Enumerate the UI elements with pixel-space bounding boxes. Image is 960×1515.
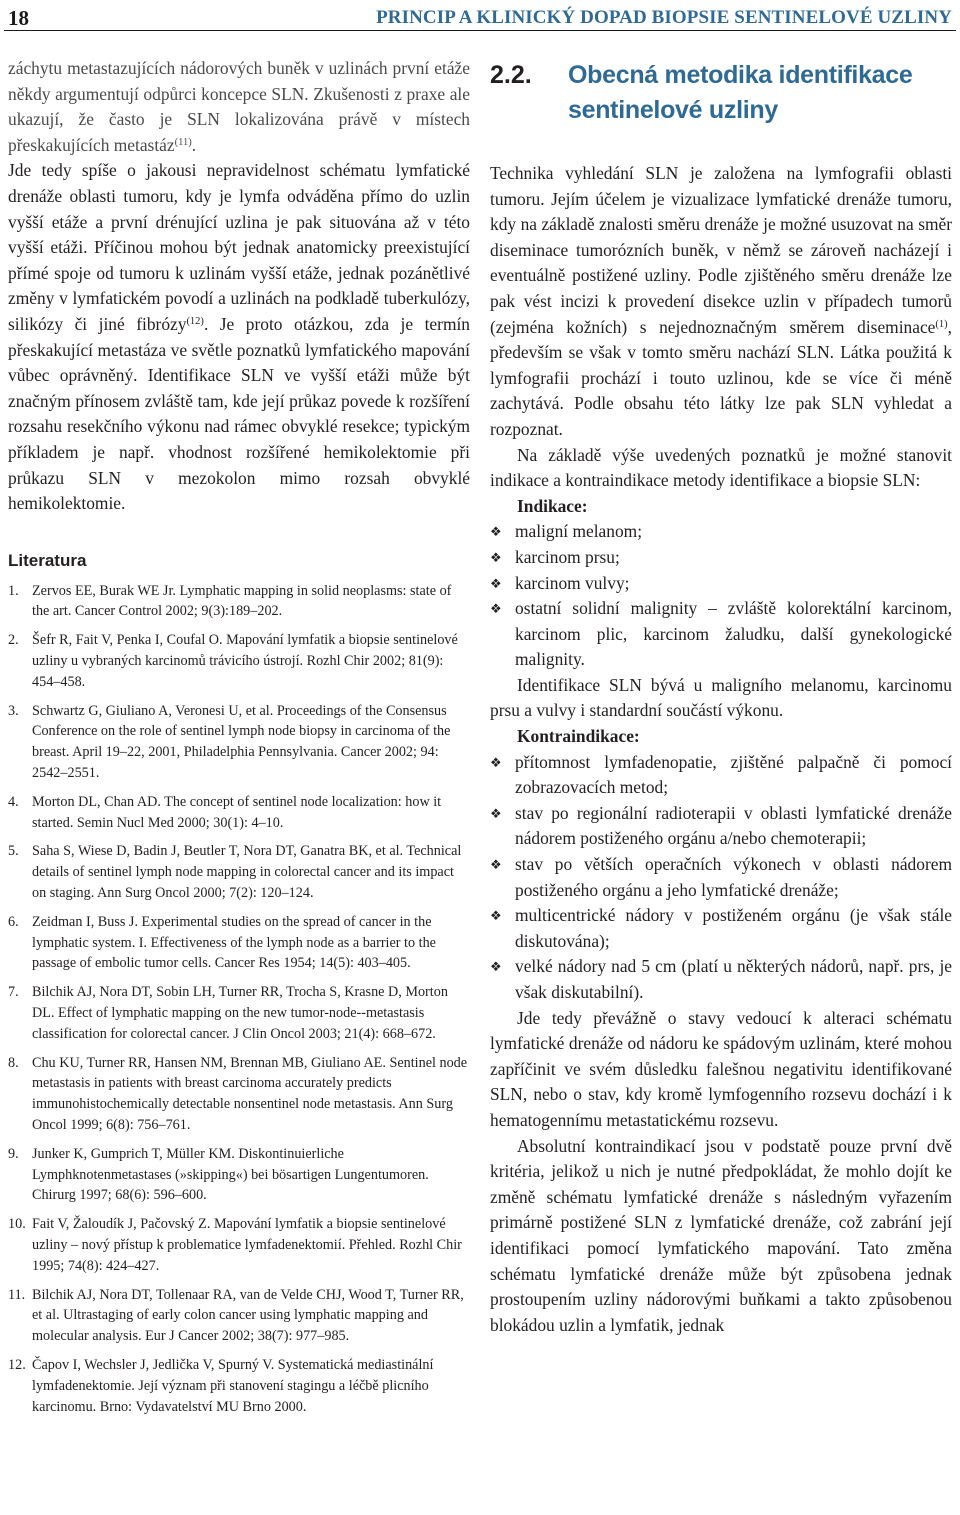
reference-number: 11.: [8, 1286, 26, 1303]
bullet-item: [490, 545, 952, 571]
paragraph-text: Jde tedy spíše o jakousi nepravidelnost schématu lymfatické drenáže oblasti tumoru, kdy je lymfa odváděna přímo do uzlin vyšší etáže a první drénující uzlina je pak situována až v této vyšší etáži. Příčinou mohou být jednak anatomicky preexistující přímé spoje od tumoru k uzlinám vyšší etáže, jednak pozánětlivé změny v lymfatickém povodí a uzlinách na podkladě tuberkulózy, silikózy či jiné fibrózy: [8, 160, 470, 334]
citation: (1): [935, 318, 948, 330]
reference-number: 9.: [8, 1145, 19, 1162]
reference-number: 4.: [8, 793, 19, 810]
reference-text: Bilchik AJ, Nora DT, Sobin LH, Turner RR, Trocha S, Krasne D, Morton DL. Effect of lymphatic mapping on the new tumor-node--metastasis classification for colorectal cancer. J Clin Oncol 2003; 21(4): 668–672.: [32, 984, 448, 1042]
paragraph-text: , především se však v tomto směru nachází SLN. Látka použitá k lymfografii prochází i touto uzlinou, kde se více či méně zachytává. Podle obsahu této látky lze pak SLN vyhledat a rozpoznat.: [490, 316, 952, 439]
page-number: 18: [8, 6, 29, 30]
two-column-body: [4, 31, 956, 1425]
diamond-bullet-icon: ❖: [490, 754, 502, 770]
reference-text: Fait V, Žaloudík J, Pačovský Z. Mapování lymfatik a biopsie sentinelové uzliny – nový přístup k problematice lymfadenektomií. Přehled. Rozhl Chir 1995; 74(8): 424–427.: [32, 1216, 462, 1274]
reference-item: [8, 1053, 470, 1136]
diamond-bullet-icon: ❖: [490, 524, 502, 540]
reference-number: 12.: [8, 1356, 26, 1373]
section-heading: [490, 58, 952, 128]
bullet-item: [490, 571, 952, 597]
section-title: Obecná metodika identifikace sentinelové uzliny: [568, 61, 913, 124]
reference-number: 10.: [8, 1216, 26, 1233]
bullet-text: maligní melanom;: [515, 521, 643, 542]
bullet-text: multicentrické nádory v postiženém orgánu (je však stále diskutována);: [515, 905, 952, 951]
page-header: [4, 0, 956, 31]
reference-list: [8, 581, 470, 1418]
reference-item: [8, 701, 470, 784]
bullet-text: stav po regionální radioterapii v oblasti lymfatické drenáže nádorem postiženého orgánu a/nebo chemoterapii;: [515, 802, 952, 849]
bullet-text: ostatní solidní malignity – zvláště kolorektální karcinom, karcinom plic, karcinom žaludku, další gynekologické malignity.: [515, 598, 952, 670]
diamond-bullet-icon: ❖: [490, 575, 502, 591]
reference-item: [8, 1355, 470, 1417]
section-number: 2.2.: [490, 61, 532, 89]
paragraph: [490, 161, 952, 443]
bullet-item: [490, 852, 952, 903]
reference-item: [8, 630, 470, 692]
reference-item: [8, 841, 470, 903]
reference-text: Šefr R, Fait V, Penka I, Coufal O. Mapování lymfatik a biopsie sentinelové uzliny u vybraných karcinomů trávicího ústrojí. Rozhl Chir 2002; 81(9): 454–458.: [32, 632, 458, 690]
reference-number: 6.: [8, 913, 19, 930]
paragraph: [8, 56, 470, 158]
contraindications-heading: Kontraindikace:: [517, 726, 640, 747]
paragraph-text: záchytu metastazujících nádorových buněk v uzlinách první etáže někdy argumentují odpůrci koncepce SLN. Zkušenosti z praxe ale ukazují, že často je SLN lokalizována právě v místech přeskakujících metastáz: [8, 58, 470, 155]
reference-number: 2.: [8, 632, 19, 649]
paragraph: Na základě výše uvedených poznatků je možné stanovit indikace a kontraindikace metody identifikace a biopsie SLN:: [490, 444, 952, 491]
reference-text: Junker K, Gumprich T, Müller KM. Diskontinuierliche Lymphknotenmetastases (»skipping«) bei bösartigen Lungentumoren. Chirurg 1997; 68(6): 596–600.: [32, 1145, 429, 1204]
paragraph-text: . Je proto otázkou, zda je termín přeskakující metastáza ve světle poznatků lymfatického mapování vůbec oprávněný. Identifikace SLN ve vyšší etáži může být značným přínosem zvláště tam, kde její průkaz povede k rozšíření rozsahu resekčního výkonu nad rámec obvyklé resekce; typickým příkladem je např. vhodnost rozšířené hemikolektomie při průkazu SLN v mezokolon mimo rozsah obvyklé hemikolektomie.: [8, 313, 470, 514]
reference-number: 3.: [8, 702, 19, 719]
reference-item: [8, 581, 470, 623]
bullet-item: [490, 801, 952, 852]
paragraph-text: .: [191, 134, 197, 155]
bullet-item: [490, 903, 952, 954]
bullet-text: stav po větších operačních výkonech v oblasti nádorem postiženého orgánu a jeho lymfatické drenáže;: [515, 854, 952, 900]
references-heading: Literatura: [8, 550, 87, 570]
reference-item: [8, 982, 470, 1044]
diamond-bullet-icon: ❖: [490, 549, 502, 565]
citation: (12): [186, 315, 204, 327]
bullet-item: [490, 954, 952, 1005]
reference-text: Čapov I, Wechsler J, Jedlička V, Spurný V. Systematická mediastinální lymfadenektomie. Její význam při stanovení stagingu a léčbě plicního karcinomu. Brno: Vydavatelství MU Brno 2000.: [32, 1356, 434, 1415]
reference-item: [8, 1144, 470, 1206]
diamond-bullet-icon: ❖: [490, 908, 502, 924]
diamond-bullet-icon: ❖: [490, 857, 502, 873]
bullet-text: přítomnost lymfadenopatie, zjištěné palpačně či pomocí zobrazovacích metod;: [515, 751, 952, 798]
reference-text: Chu KU, Turner RR, Hansen NM, Brennan MB, Giuliano AE. Sentinel node metastasis in patients with breast carcinoma accurately predicts immunohistochemically detectable nonsentinel node metastasis. Ann Surg Oncol 1999; 6(8): 756–761.: [32, 1054, 468, 1134]
left-column: [8, 31, 470, 1425]
reference-item: [8, 912, 470, 974]
reference-item: [8, 1285, 470, 1347]
bullet-item: [490, 519, 952, 545]
paragraph: [8, 158, 470, 516]
bullet-text: karcinom vulvy;: [515, 572, 630, 593]
reference-number: 8.: [8, 1054, 19, 1071]
citation: (11): [174, 136, 192, 148]
diamond-bullet-icon: ❖: [490, 959, 502, 975]
indications-heading: Indikace:: [517, 495, 588, 516]
reference-item: [8, 792, 470, 834]
reference-number: 1.: [8, 582, 19, 599]
indications-list: [490, 519, 952, 673]
contraindications-list: [490, 750, 952, 1006]
bullet-item: [490, 750, 952, 801]
bullet-text: karcinom prsu;: [515, 546, 620, 567]
paragraph: Absolutní kontraindikací jsou v podstatě pouze první dvě kritéria, jelikož u nich je nutné předpokládat, že mohlo dojít ke změně schématu lymfatické drenáže s následným vyřazením primárně postižené SLN z lymfatické drenáže, což zabrání její identifikaci pomocí lymfatického mapování. Tato změna schématu lymfatické drenáže může být způsobena jednak prostoupením uzliny nádorovými buňkami a takto způsobenou blokádou uzlin a lymfatik, jednak: [490, 1135, 952, 1335]
paragraph-text: Technika vyhledání SLN je založena na lymfografii oblasti tumoru. Jejím účelem je vizualizace lymfatické drenáže tumoru, kdy na základě znalosti směru drenáže je možné usuzovat na směr diseminace tumorózních buněk, v němž se zároveň nacházejí i eventuálně postižené uzliny. Podle zjištěného směru drenáže lze pak vést incizi k provedení disekce uzlin v případech tumorů (zejména kožních) s nejednoznačným směrem diseminace: [490, 163, 952, 337]
bullet-item: [490, 596, 952, 673]
diamond-bullet-icon: ❖: [490, 805, 502, 821]
bullet-text: velké nádory nad 5 cm (platí u některých nádorů, např. prs, je však diskutabilní).: [515, 956, 952, 1002]
paragraph: Jde tedy převážně o stavy vedoucí k alteraci schématu lymfatické drenáže od nádoru ke spádovým uzlinám, které mohou zapříčinit ve svém důsledku falešnou negativitu identifikované SLN, nebo o stav, kdy kromě lymfogenního rozsevu dochází i k hematogennímu metastatickému rozsevu.: [490, 1007, 952, 1130]
reference-text: Schwartz G, Giuliano A, Veronesi U, et al. Proceedings of the Consensus Conference on the role of sentinel lymph node biopsy in carcinoma of the breast. April 19–22, 2001, Philadelphia Pennsylvania. Cancer 2002; 94: 2542–2551.: [32, 702, 451, 782]
right-column: [490, 31, 952, 1425]
reference-text: Saha S, Wiese D, Badin J, Beutler T, Nora DT, Ganatra BK, et al. Technical details of sentinel lymph node mapping in colorectal cancer and its impact on staging. Ann Surg Oncol 2000; 7(2): 120–124.: [32, 843, 462, 902]
paragraph: Identifikace SLN bývá u maligního melanomu, karcinomu prsu a vulvy i standardní součástí výkonu.: [490, 674, 952, 721]
reference-text: Zeidman I, Buss J. Experimental studies on the spread of cancer in the lymphatic system. I. Effectiveness of the lymph node as a barrier to the passage of embolic tumor cells. Cancer Res 1954; 14(5): 403–405.: [32, 913, 436, 972]
reference-item: [8, 1214, 470, 1276]
running-title: PRINCIP A KLINICKÝ DOPAD BIOPSIE SENTINELOVÉ UZLINY: [376, 7, 952, 28]
reference-text: Morton DL, Chan AD. The concept of sentinel node localization: how it started. Semin Nucl Med 2000; 30(1): 4–10.: [32, 793, 442, 831]
reference-number: 5.: [8, 843, 19, 860]
reference-text: Bilchik AJ, Nora DT, Tollenaar RA, van de Velde CHJ, Wood T, Turner RR, et al. Ultrastaging of early colon cancer using lymphatic mapping and molecular analysis. Eur J Cancer 2002; 38(7): 977–985.: [32, 1286, 464, 1345]
reference-number: 7.: [8, 984, 19, 1001]
diamond-bullet-icon: ❖: [490, 601, 502, 617]
reference-text: Zervos EE, Burak WE Jr. Lymphatic mapping in solid neoplasms: state of the art. Cancer Control 2002; 9(3):189–202.: [32, 582, 452, 620]
